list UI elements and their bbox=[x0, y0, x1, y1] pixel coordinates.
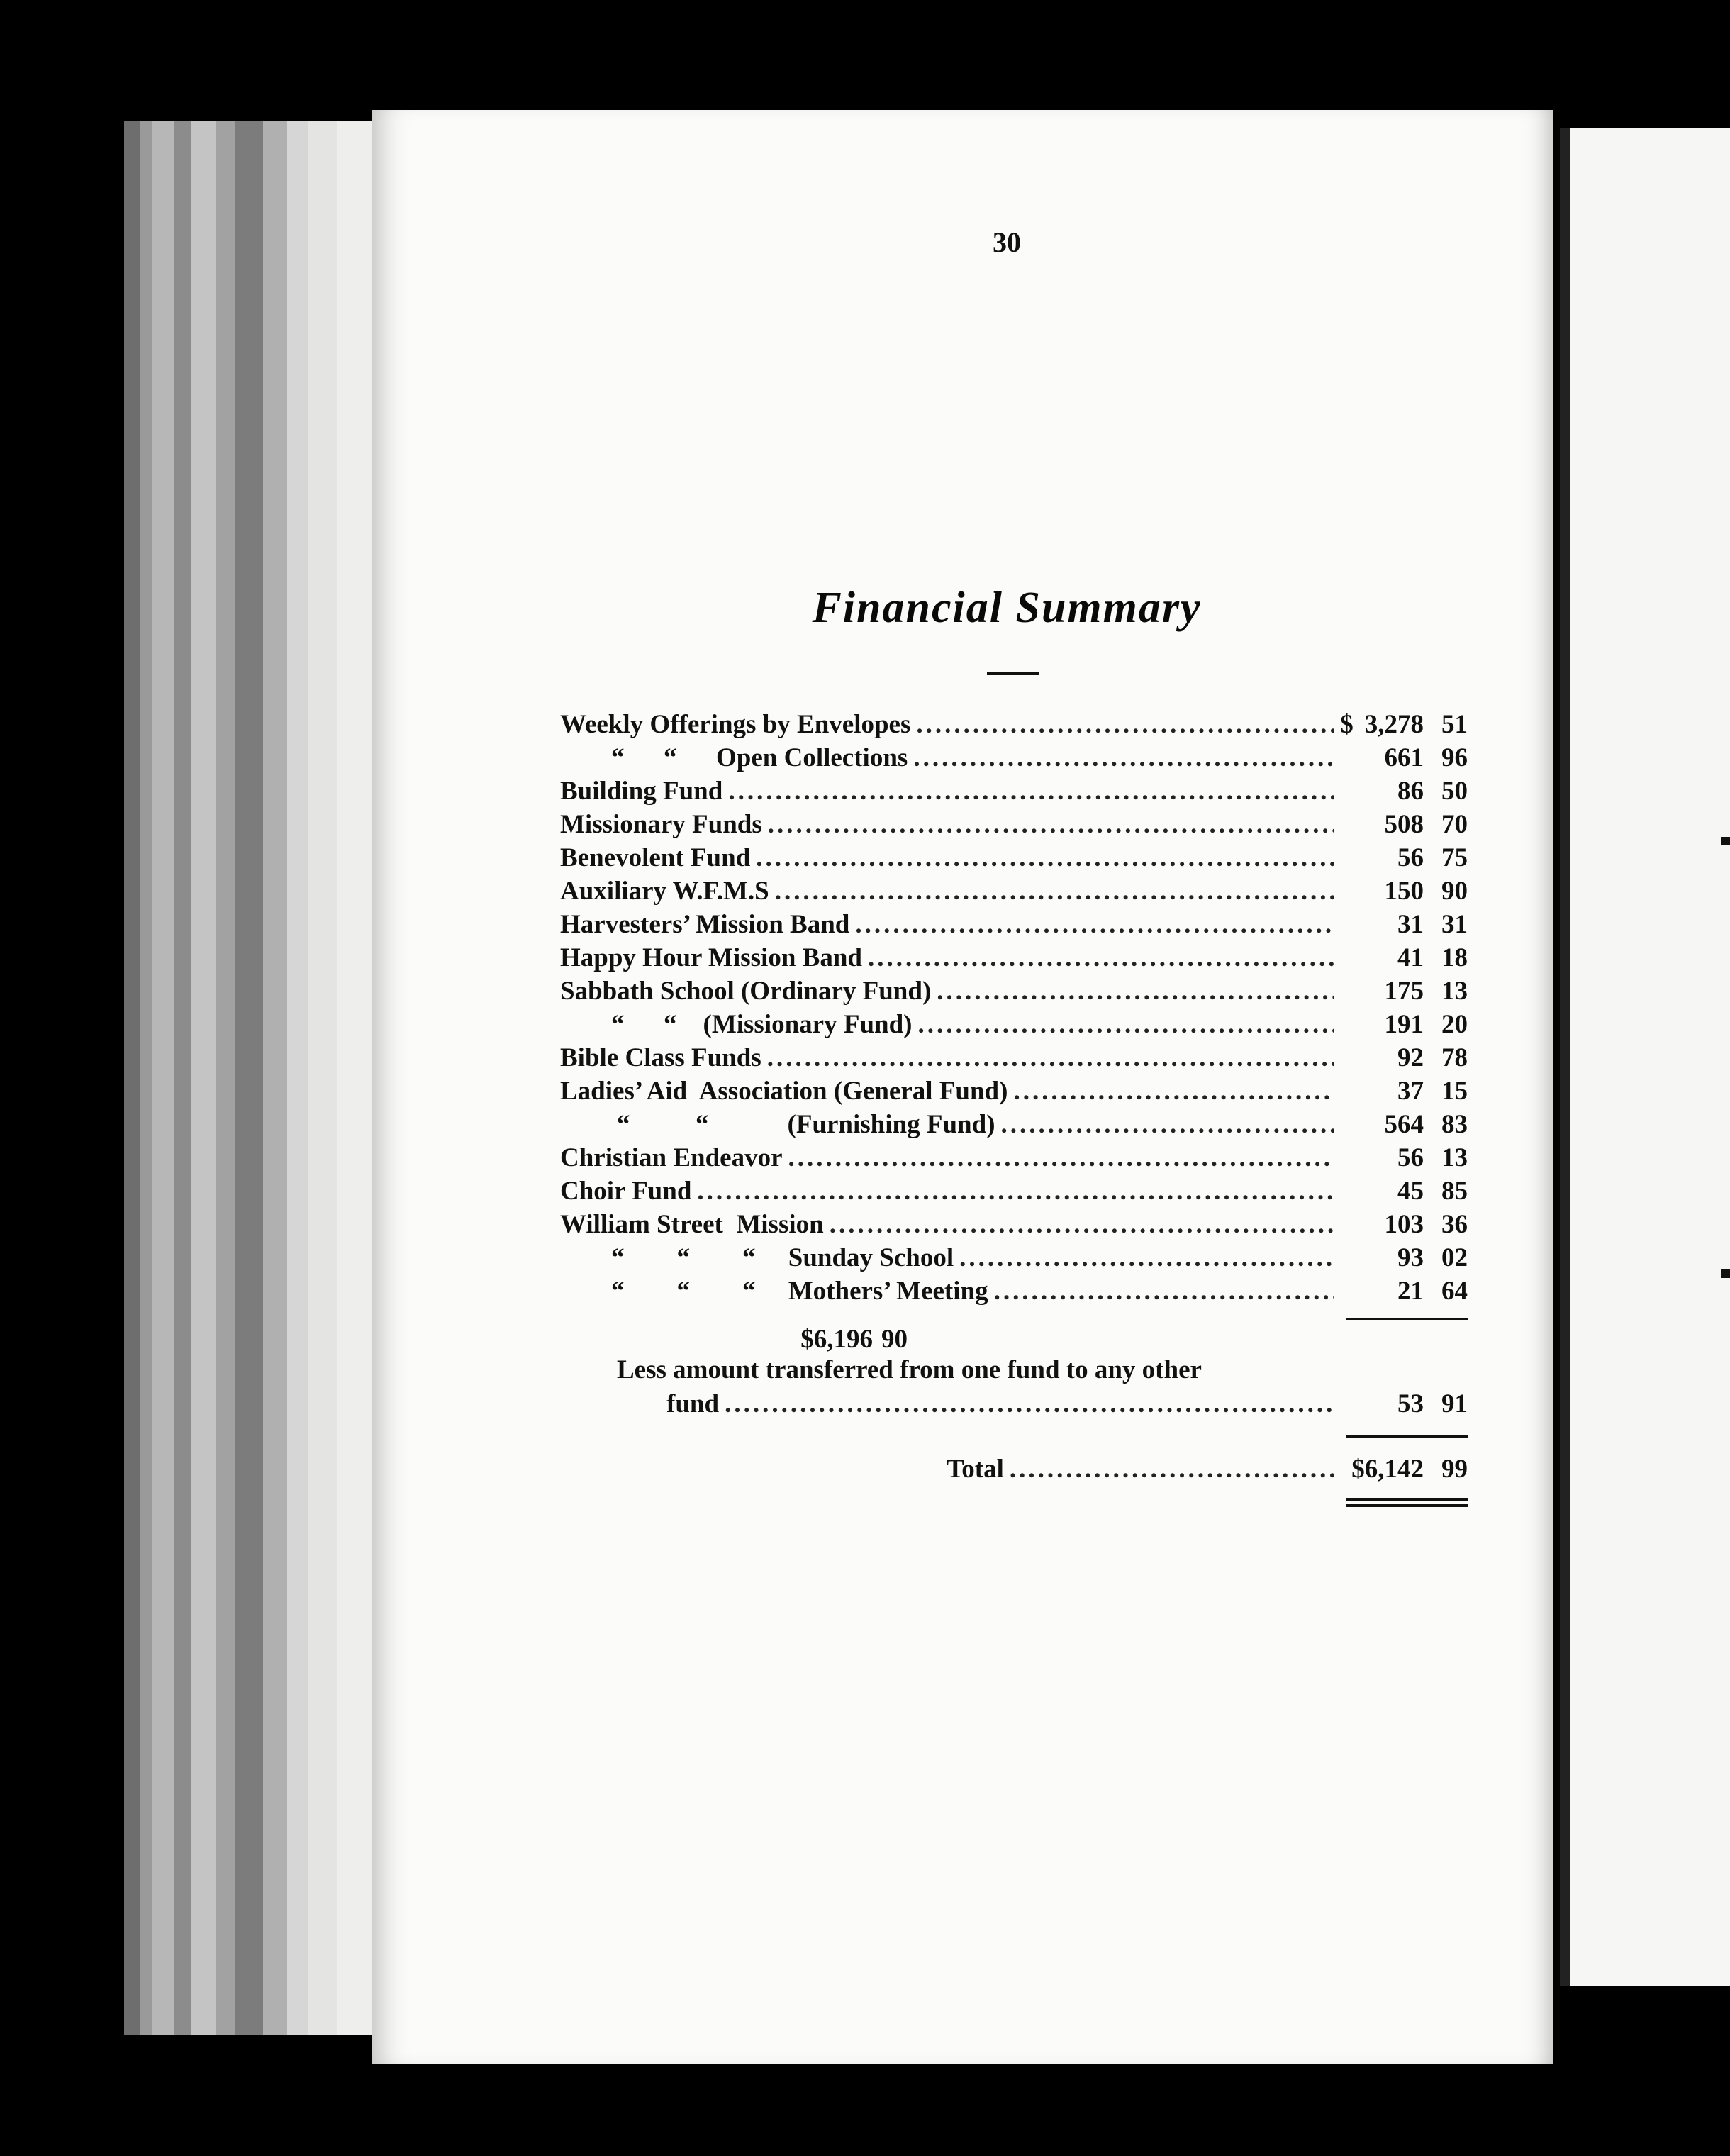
ledger-row-cents: 15 bbox=[1441, 1077, 1468, 1106]
dot-leader bbox=[768, 809, 1334, 840]
dot-leader bbox=[697, 1176, 1334, 1206]
ledger-row-dollars: 150 bbox=[1384, 877, 1424, 906]
next-page-edge bbox=[1560, 128, 1730, 1986]
ledger-row-cents: 18 bbox=[1441, 943, 1468, 972]
ledger-row-dollars: 41 bbox=[1397, 943, 1424, 972]
ledger-row-label: “ “ (Furnishing Fund) bbox=[617, 1110, 995, 1139]
ledger-row-dollars: 564 bbox=[1384, 1110, 1424, 1139]
dot-leader bbox=[918, 1009, 1334, 1040]
ledger-row-cents: 75 bbox=[1441, 843, 1468, 872]
ledger-row bbox=[560, 743, 1468, 776]
page-marker bbox=[1721, 1269, 1730, 1278]
total-label: Total bbox=[947, 1455, 1004, 1484]
ledger-row-label: “ “ (Missionary Fund) bbox=[611, 1010, 913, 1039]
less-transfer-cents: 91 bbox=[1441, 1389, 1468, 1418]
ledger-row-dollars: 508 bbox=[1384, 810, 1424, 839]
total-double-rule bbox=[1346, 1504, 1468, 1507]
ledger-row-dollars: 103 bbox=[1384, 1210, 1424, 1239]
ledger-row bbox=[560, 709, 1468, 743]
total-rule bbox=[1346, 1435, 1468, 1438]
ledger-row-dollars: 92 bbox=[1397, 1043, 1424, 1072]
ledger-row-cents: 13 bbox=[1441, 977, 1468, 1006]
dot-leader bbox=[1010, 1454, 1334, 1484]
ledger-row-dollars: 37 bbox=[1397, 1077, 1424, 1106]
ledger-row-label: William Street Mission bbox=[560, 1210, 824, 1239]
ledger-row-label: Sabbath School (Ordinary Fund) bbox=[560, 977, 932, 1006]
ledger-row-label: Choir Fund bbox=[560, 1177, 692, 1206]
total-cents: 99 bbox=[1441, 1455, 1468, 1484]
ledger-row bbox=[560, 1009, 1468, 1043]
total-double-rule bbox=[1346, 1498, 1468, 1501]
ledger-row-label: Building Fund bbox=[560, 777, 723, 806]
dot-leader bbox=[959, 1243, 1334, 1273]
dot-leader bbox=[767, 1043, 1334, 1073]
ledger-row bbox=[560, 776, 1468, 809]
ledger-row-label: Benevolent Fund bbox=[560, 843, 751, 872]
dot-leader bbox=[1013, 1076, 1334, 1106]
ledger-row-dollars: 45 bbox=[1397, 1177, 1424, 1206]
subtotal-rule bbox=[1346, 1318, 1468, 1320]
ledger-row-cents: 96 bbox=[1441, 743, 1468, 772]
ledger-row bbox=[560, 1276, 1468, 1309]
ledger-row-label: “ “ “ Sunday School bbox=[611, 1243, 954, 1272]
ledger-row-label: Auxiliary W.F.M.S bbox=[560, 877, 769, 906]
ledger-row-dollars: 3,278 bbox=[1364, 710, 1424, 739]
ledger-row-cents: 31 bbox=[1441, 910, 1468, 939]
subtotal-dollars: $6,196 bbox=[800, 1325, 873, 1354]
ledger-row-cents: 90 bbox=[1441, 877, 1468, 906]
ledger-row bbox=[560, 1143, 1468, 1176]
dot-leader bbox=[830, 1209, 1334, 1240]
ledger-row-cents: 70 bbox=[1441, 810, 1468, 839]
total-dollars: $6,142 bbox=[1351, 1455, 1424, 1484]
ledger-row-cents: 13 bbox=[1441, 1143, 1468, 1172]
ledger-row-cents: 50 bbox=[1441, 777, 1468, 806]
ledger-row bbox=[560, 1076, 1468, 1109]
ledger-row bbox=[560, 843, 1468, 876]
currency-symbol: $ bbox=[1340, 710, 1354, 739]
ledger-row-dollars: 661 bbox=[1384, 743, 1424, 772]
ledger-row-cents: 51 bbox=[1441, 710, 1468, 739]
ledger-row-cents: 85 bbox=[1441, 1177, 1468, 1206]
page-title: Financial Summary bbox=[812, 584, 1202, 632]
financial-ledger bbox=[560, 709, 1468, 1309]
ledger-row-cents: 78 bbox=[1441, 1043, 1468, 1072]
ledger-row-dollars: 191 bbox=[1384, 1010, 1424, 1039]
dot-leader bbox=[725, 1389, 1334, 1419]
ledger-row-dollars: 93 bbox=[1397, 1243, 1424, 1272]
dot-leader bbox=[788, 1143, 1334, 1173]
ledger-row-dollars: 56 bbox=[1397, 1143, 1424, 1172]
subtotal-cents: 90 bbox=[881, 1325, 908, 1354]
ledger-row bbox=[560, 876, 1468, 909]
ledger-row-cents: 83 bbox=[1441, 1110, 1468, 1139]
ledger-row bbox=[560, 1109, 1468, 1143]
ledger-row-cents: 02 bbox=[1441, 1243, 1468, 1272]
ledger-row-label: “ “ Open Collections bbox=[611, 743, 908, 772]
dot-leader bbox=[1001, 1109, 1334, 1140]
ledger-row-cents: 20 bbox=[1441, 1010, 1468, 1039]
ledger-row bbox=[560, 1209, 1468, 1243]
page-edges bbox=[124, 121, 379, 2035]
less-transfer-label-cont: fund bbox=[666, 1389, 720, 1418]
ledger-row-dollars: 21 bbox=[1397, 1277, 1424, 1306]
page-number: 30 bbox=[993, 226, 1021, 258]
ledger-row bbox=[560, 1176, 1468, 1209]
dot-leader bbox=[756, 843, 1334, 873]
total-row bbox=[947, 1454, 1468, 1487]
ledger-row bbox=[560, 1243, 1468, 1276]
less-transfer-row bbox=[666, 1389, 1468, 1422]
less-transfer-dollars: 53 bbox=[1397, 1389, 1424, 1418]
dot-leader bbox=[855, 909, 1334, 940]
less-transfer-label: Less amount transferred from one fund to any other bbox=[617, 1355, 1202, 1384]
ledger-row bbox=[560, 809, 1468, 843]
ledger-row bbox=[560, 976, 1468, 1009]
ledger-row-label: “ “ “ Mothers’ Meeting bbox=[611, 1277, 988, 1306]
page-marker bbox=[1721, 837, 1730, 845]
ledger-row-label: Ladies’ Aid Association (General Fund) bbox=[560, 1077, 1008, 1106]
ledger-row-dollars: 86 bbox=[1397, 777, 1424, 806]
ledger-row bbox=[560, 1043, 1468, 1076]
subtotal-amount bbox=[791, 1324, 908, 1355]
title-divider bbox=[987, 672, 1039, 675]
dot-leader bbox=[728, 776, 1334, 806]
dot-leader bbox=[868, 943, 1334, 973]
ledger-row-dollars: 175 bbox=[1384, 977, 1424, 1006]
ledger-row-dollars: 31 bbox=[1397, 910, 1424, 939]
ledger-row-cents: 64 bbox=[1441, 1277, 1468, 1306]
ledger-row-label: Happy Hour Mission Band bbox=[560, 943, 862, 972]
dot-leader bbox=[913, 743, 1334, 773]
ledger-row-label: Bible Class Funds bbox=[560, 1043, 761, 1072]
dot-leader bbox=[937, 976, 1334, 1006]
ledger-row-label: Harvesters’ Mission Band bbox=[560, 910, 850, 939]
ledger-row bbox=[560, 909, 1468, 943]
ledger-row-label: Christian Endeavor bbox=[560, 1143, 783, 1172]
ledger-row bbox=[560, 943, 1468, 976]
ledger-row-cents: 36 bbox=[1441, 1210, 1468, 1239]
ledger-row-label: Weekly Offerings by Envelopes bbox=[560, 710, 911, 739]
ledger-row-dollars: 56 bbox=[1397, 843, 1424, 872]
dot-leader bbox=[994, 1276, 1334, 1306]
dot-leader bbox=[775, 876, 1334, 906]
dot-leader bbox=[916, 709, 1334, 740]
ledger-row-label: Missionary Funds bbox=[560, 810, 762, 839]
